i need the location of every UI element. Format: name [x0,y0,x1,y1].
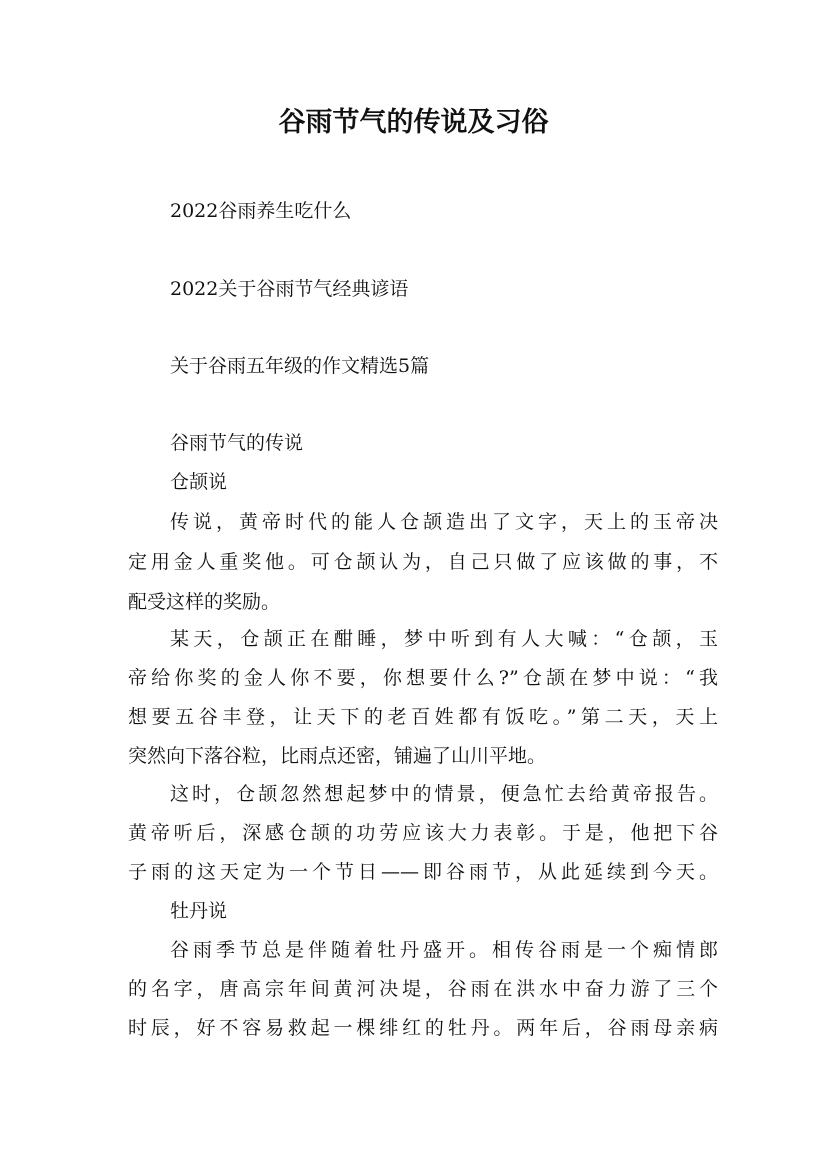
related-link-2[interactable]: 2022关于谷雨节气经典谚语 [170,278,409,300]
paragraph-line: 的名字，唐高宗年间黄河决堤，谷雨在洪水中奋力游了三个 [128,978,718,1000]
paragraph-line: 帝给你奖的金人你不要，你想要什么?”仓颉在梦中说：“我 [128,667,718,689]
paragraph-line: 某天，仓颉正在酣睡，梦中听到有人大喊：“仓颉，玉 [170,628,718,650]
section-heading: 谷雨节气的传说 [170,432,304,454]
paragraph-line: 这时，仓颉忽然想起梦中的情景，便急忙去给黄帝报告。 [170,783,718,805]
subheading-cangjie: 仓颉说 [170,471,228,493]
paragraph-line: 定用金人重奖他。可仓颉认为，自己只做了应该做的事，不 [128,551,718,573]
paragraph-line: 子雨的这天定为一个节日——即谷雨节，从此延续到今天。 [128,861,718,883]
paragraph-line: 突然向下落谷粒，比雨点还密，铺遍了山川平地。 [128,745,547,767]
paragraph-line: 想要五谷丰登，让天下的老百姓都有饭吃。”第二天，天上 [128,706,718,728]
paragraph-line: 谷雨季节总是伴随着牡丹盛开。相传谷雨是一个痴情郎 [170,939,718,961]
related-link-3[interactable]: 关于谷雨五年级的作文精选5篇 [170,355,430,377]
paragraph-line: 配受这样的奖励。 [128,591,281,613]
paragraph-line: 时辰，好不容易救起一棵绯红的牡丹。两年后，谷雨母亲病 [128,1017,718,1039]
document-title: 谷雨节气的传说及习俗 [278,107,549,138]
paragraph-line: 传说，黄帝时代的能人仓颉造出了文字，天上的玉帝决 [170,511,718,533]
related-link-1[interactable]: 2022谷雨养生吃什么 [170,200,352,222]
subheading-peony: 牡丹说 [170,900,228,922]
paragraph-line: 黄帝听后，深感仓颉的功劳应该大力表彰。于是，他把下谷 [128,822,718,844]
